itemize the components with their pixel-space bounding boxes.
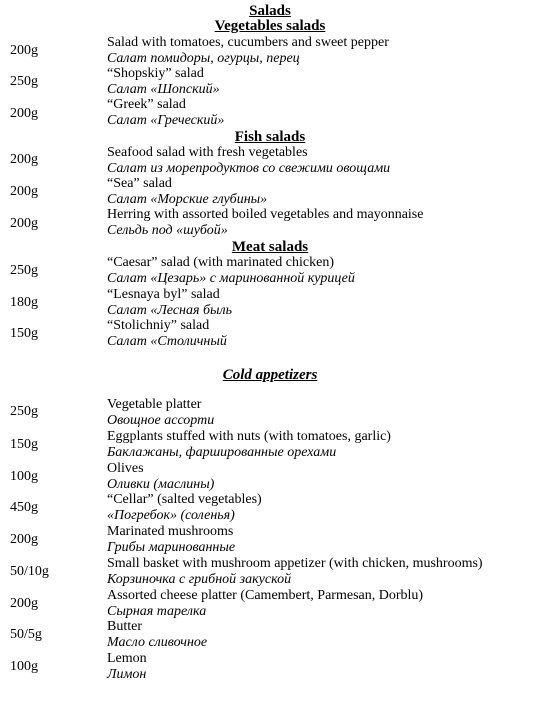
item-name-en: Small basket with mushroom appetizer (with chicken, mushrooms) — [107, 556, 483, 571]
item-name-ru: Грибы маринованные — [107, 540, 236, 555]
item-name-en: “Cellar” (salted vegetables) — [107, 492, 262, 507]
item-name-ru: Салат «Греческий» — [107, 113, 225, 128]
item-name-en: Salad with tomatoes, cucumbers and sweet pepper — [107, 35, 389, 50]
item-weight: 200g — [10, 216, 38, 231]
item-weight: 50/10g — [10, 564, 49, 579]
item-name-en: Seafood salad with fresh vegetables — [107, 145, 308, 160]
item-name-ru: Салат «Столичный — [107, 334, 227, 349]
item-weight: 180g — [10, 295, 38, 310]
item-weight: 100g — [10, 659, 38, 674]
item-weight: 200g — [10, 152, 38, 167]
subsection-title-fish: Fish salads — [234, 129, 306, 145]
item-name-en: “Caesar” salad (with marinated chicken) — [107, 255, 335, 270]
item-name-ru: Салат из морепродуктов со свежими овощами — [107, 161, 391, 176]
item-weight: 250g — [10, 74, 38, 89]
item-name-ru: Баклажаны, фаршированные орехами — [107, 445, 337, 460]
item-name-en: “Sea” salad — [107, 176, 172, 191]
item-weight: 100g — [10, 469, 38, 484]
item-name-en: “Stolichniy” salad — [107, 318, 210, 333]
item-name-ru: Салат помидоры, огурцы, перец — [107, 51, 300, 66]
item-weight: 200g — [10, 532, 38, 547]
item-name-ru: Корзиночка с грибной закуской — [107, 572, 292, 587]
subsection-title-meat: Meat salads — [231, 239, 309, 255]
item-name-ru: Оливки (маслины) — [107, 477, 215, 492]
item-name-en: Olives — [107, 461, 144, 476]
item-name-ru: Салат «Лесная быль — [107, 303, 232, 318]
item-name-ru: Овощное ассорти — [107, 413, 215, 428]
item-name-en: Marinated mushrooms — [107, 524, 234, 539]
item-weight: 450g — [10, 500, 38, 515]
item-name-en: “Lesnaya byl” salad — [107, 287, 220, 302]
item-name-en: Assorted cheese platter (Camembert, Parmesan, Dorblu) — [107, 588, 424, 603]
item-weight: 250g — [10, 263, 38, 278]
item-name-ru: Лимон — [107, 667, 147, 682]
item-name-en: Vegetable platter — [107, 397, 202, 412]
item-weight: 200g — [10, 43, 38, 58]
item-weight: 50/5g — [10, 627, 42, 642]
item-name-en: Herring with assorted boiled vegetables and mayonnaise — [107, 207, 424, 222]
item-name-ru: «Погребок» (соленья) — [107, 508, 235, 523]
item-name-ru: Сырная тарелка — [107, 604, 207, 619]
item-name-ru: Сельдь под «шубой» — [107, 223, 228, 238]
subsection-title-vegetables: Vegetables salads — [214, 18, 326, 34]
item-name-en: Butter — [107, 619, 142, 634]
item-weight: 200g — [10, 106, 38, 121]
item-name-en: “Greek” salad — [107, 97, 186, 112]
item-weight: 150g — [10, 437, 38, 452]
item-name-en: Lemon — [107, 651, 147, 666]
item-weight: 200g — [10, 596, 38, 611]
item-name-en: Eggplants stuffed with nuts (with tomatoes, garlic) — [107, 429, 391, 444]
item-name-en: “Shopskiy” salad — [107, 66, 204, 81]
item-name-ru: Салат «Цезарь» с маринованной курицей — [107, 271, 355, 286]
item-weight: 150g — [10, 326, 38, 341]
section-title-salads: Salads — [249, 3, 291, 19]
item-name-ru: Масло сливочное — [107, 635, 208, 650]
item-name-ru: Салат «Морские глубины» — [107, 192, 268, 207]
item-name-ru: Салат «Шопский» — [107, 82, 220, 97]
item-weight: 200g — [10, 184, 38, 199]
section-title-cold-appetizers: Cold appetizers — [222, 367, 318, 383]
item-weight: 250g — [10, 404, 38, 419]
